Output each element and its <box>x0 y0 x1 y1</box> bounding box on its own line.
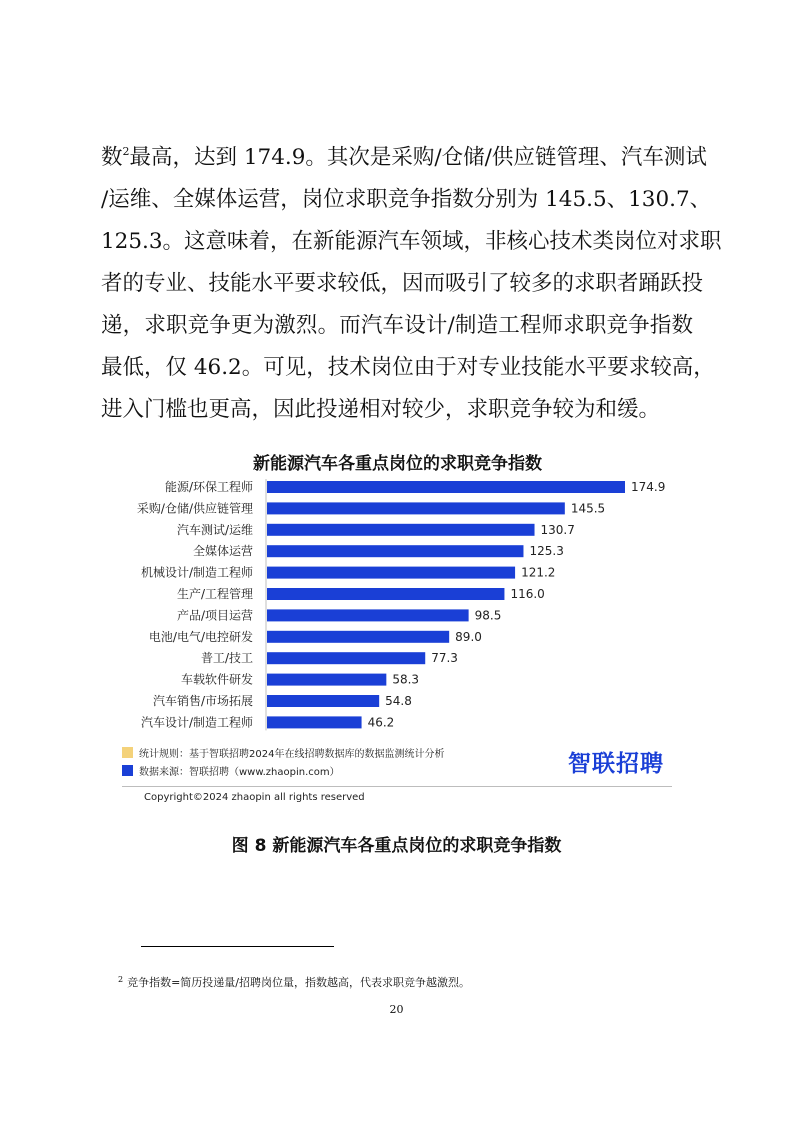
value-label: 121.2 <box>521 565 556 580</box>
category-label: 能源/环保工程师 <box>164 480 253 494</box>
category-label: 机械设计/制造工程师 <box>140 565 253 580</box>
category-label: 汽车设计/制造工程师 <box>140 715 253 730</box>
category-label: 电池/电气/电控研发 <box>148 629 253 644</box>
value-label: 116.0 <box>510 587 545 601</box>
body-line-5: 递，求职竞争更为激烈。而汽车设计/制造工程师求职竞争指数 <box>101 313 693 338</box>
bar <box>267 652 425 664</box>
footnote-divider <box>141 946 334 947</box>
value-label: 145.5 <box>570 501 606 516</box>
footnote-ref[interactable]: 2 <box>122 145 130 158</box>
bar <box>267 524 535 536</box>
body-line-6: 最低，仅 46.2。可见，技术岗位由于对专业技能水平要求较高， <box>101 355 715 380</box>
legend-item-source: 数据来源：智联招聘（www.zhaopin.com） <box>122 765 340 781</box>
category-label: 汽车测试/运维 <box>176 522 253 537</box>
legend-swatch-icon <box>122 765 133 776</box>
value-label: 58.3 <box>392 672 420 687</box>
body-paragraph <box>101 137 722 431</box>
chart-plot <box>120 444 675 744</box>
value-label: 98.5 <box>474 608 502 623</box>
category-label: 全媒体运营 <box>192 544 253 559</box>
footnote: $^2$ 竞争指数=简历投递量/招聘岗位量，指数越高，代表求职竞争越激烈。 <box>118 975 471 989</box>
value-label: 89.0 <box>455 629 482 644</box>
copyright-text: Copyright©2024 zhaopin all rights reserved <box>144 792 365 803</box>
bar <box>267 481 625 493</box>
page-number: 20 <box>389 1003 404 1016</box>
chart-title: 新能源汽车各重点岗位的求职竞争指数 <box>253 454 542 474</box>
value-label: 54.8 <box>385 694 412 708</box>
figure-caption: 图 8 新能源汽车各重点岗位的求职竞争指数 <box>231 836 562 856</box>
body-line-1: 数$^2$最高，达到 174.9。其次是采购/仓储/供应链管理、汽车测试 <box>101 145 707 170</box>
bar <box>267 545 523 557</box>
legend-item-rules: 统计规则：基于智联招聘2024年在线招聘数据库的数据监测统计分析 <box>122 747 444 763</box>
body-line-3: 125.3。这意味着，在新能源汽车领域，非核心技术类岗位对求职 <box>101 229 722 254</box>
bar <box>267 567 515 579</box>
bar-chart <box>120 444 675 812</box>
bar <box>267 609 469 621</box>
category-label: 产品/项目运营 <box>176 608 253 623</box>
bar <box>267 716 362 728</box>
bar <box>267 631 449 643</box>
category-label: 车载软件研发 <box>180 672 253 687</box>
bar <box>267 674 386 686</box>
bar <box>267 695 379 707</box>
value-label: 174.9 <box>631 480 666 494</box>
zhaopin-logo: 智联招聘 <box>568 751 664 777</box>
value-label: 46.2 <box>367 715 395 730</box>
category-label: 汽车销售/市场拓展 <box>152 694 253 708</box>
legend-swatch-icon <box>122 747 133 758</box>
chart-divider <box>122 786 672 787</box>
body-line-7: 进入门槛也更高，因此投递相对较少，求职竞争较为和缓。 <box>101 397 661 422</box>
value-label: 130.7 <box>540 522 575 537</box>
category-label: 生产/工程管理 <box>176 587 253 601</box>
bar <box>267 502 565 514</box>
value-label: 77.3 <box>431 651 458 666</box>
body-line-4: 者的专业、技能水平要求较低，因而吸引了较多的求职者踊跃投 <box>101 271 704 296</box>
bar <box>267 588 504 600</box>
body-line-2: /运维、全媒体运营，岗位求职竞争指数分别为 145.5、130.7、 <box>101 187 712 212</box>
category-label: 普工/技工 <box>200 651 253 666</box>
category-label: 采购/仓储/供应链管理 <box>136 501 253 516</box>
value-label: 125.3 <box>529 544 564 559</box>
